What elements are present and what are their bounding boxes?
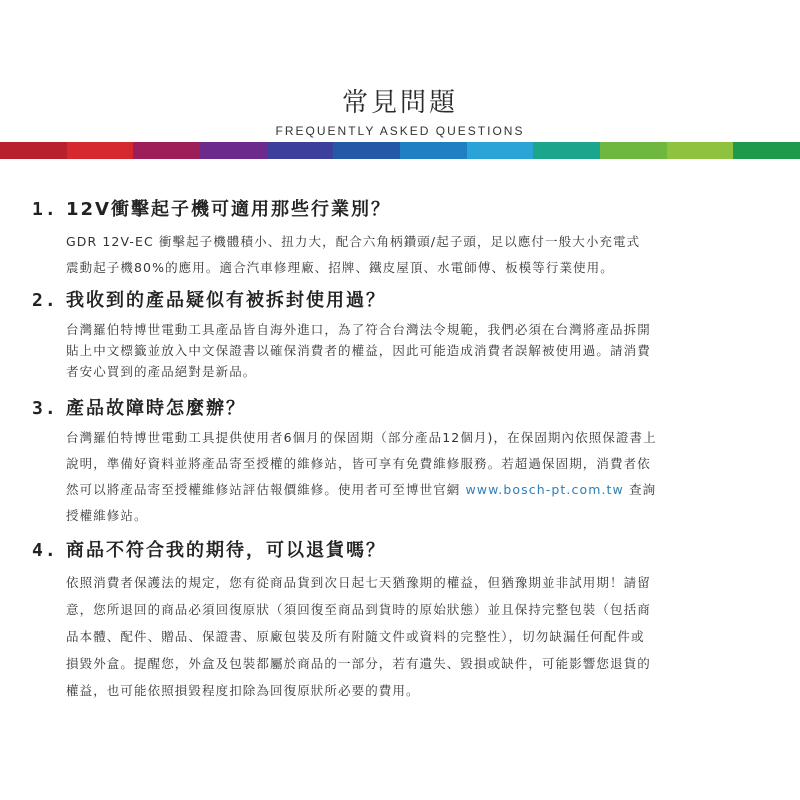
answer-line: 依照消費者保護法的規定，您有從商品貨到次日起七天猶豫期的權益，但猶豫期並非試用期！請留 xyxy=(66,575,651,590)
stripe-segment xyxy=(133,142,200,159)
stripe-segment xyxy=(333,142,400,159)
answer-text: 查詢 xyxy=(623,482,657,497)
answer-line: 損毀外盒。提醒您，外盒及包裝都屬於商品的一部分，若有遺失、毀損或缺件，可能影響您退貨的 xyxy=(66,656,651,671)
answer-line: GDR 12V-EC 衝擊起子機體積小、扭力大，配合六角柄鑽頭/起子頭，足以應付一般大小充電式 xyxy=(66,234,641,249)
answer-line: 意，您所退回的商品必須回復原狀（須回復至商品到貨時的原始狀態）並且保持完整包裝（包括商 xyxy=(66,602,651,617)
answer-line: 者安心買到的產品絕對是新品。 xyxy=(66,364,257,379)
stripe-segment xyxy=(267,142,334,159)
faq-question-4 xyxy=(32,538,780,564)
faq-item-4 xyxy=(32,538,780,704)
answer-line xyxy=(66,477,780,503)
answer-line: 授權維修站。 xyxy=(66,508,148,523)
answer-line: 貼上中文標籤並放入中文保證書以確保消費者的權益，因此可能造成消費者誤解被使用過。請消費 xyxy=(66,343,651,358)
stripe-segment xyxy=(600,142,667,159)
bosch-website-link[interactable]: www.bosch-pt.com.tw xyxy=(465,482,624,497)
faq-question-text: 商品不符合我的期待，可以退貨嗎？ xyxy=(65,540,386,561)
faq-question-text: 產品故障時怎麼辦？ xyxy=(65,398,246,419)
faq-item-1 xyxy=(32,197,780,281)
faq-number: 3. xyxy=(32,398,58,419)
answer-line: 說明，準備好資料並將產品寄至授權的維修站，皆可享有免費維修服務。若超過保固期，消費者依 xyxy=(66,456,651,471)
color-stripe-divider xyxy=(0,142,800,159)
faq-number: 2. xyxy=(32,290,58,311)
answer-line: 台灣羅伯特博世電動工具產品皆自海外進口，為了符合台灣法令規範，我們必須在台灣將產品拆開 xyxy=(66,322,651,337)
faq-item-2 xyxy=(32,288,780,382)
faq-number: 4. xyxy=(32,540,58,561)
answer-line: 震動起子機80%的應用。適合汽車修理廠、招牌、鐵皮屋頂、水電師傅、板模等行業使用。 xyxy=(66,260,614,275)
stripe-segment xyxy=(200,142,267,159)
page-title: 常見問題 xyxy=(341,88,458,118)
stripe-segment xyxy=(733,142,800,159)
answer-line: 權益，也可能依照損毀程度扣除為回復原狀所必要的費用。 xyxy=(66,683,420,698)
faq-question-2 xyxy=(32,288,780,314)
stripe-segment xyxy=(533,142,600,159)
page-header xyxy=(0,86,800,140)
faq-answer-3 xyxy=(66,425,780,529)
page-subtitle: FREQUENTLY ASKED QUESTIONS xyxy=(275,124,525,138)
faq-question-3 xyxy=(32,396,780,422)
faq-number: 1. xyxy=(32,199,58,220)
faq-question-text: 我收到的產品疑似有被拆封使用過？ xyxy=(65,290,386,311)
answer-line: 台灣羅伯特博世電動工具提供使用者6個月的保固期（部分產品12個月)，在保固期內依照保證書上 xyxy=(66,430,657,445)
faq-item-3 xyxy=(32,396,780,529)
stripe-segment xyxy=(67,142,134,159)
answer-line: 品本體、配件、贈品、保證書、原廠包裝及所有附隨文件或資料的完整性），切勿缺漏任何配件或 xyxy=(66,629,645,644)
faq-question-text: 12V衝擊起子機可適用那些行業別？ xyxy=(65,199,391,220)
faq-answer-2 xyxy=(66,319,780,382)
stripe-segment xyxy=(400,142,467,159)
faq-answer-4 xyxy=(66,569,780,704)
faq-question-1 xyxy=(32,197,780,223)
stripe-segment xyxy=(667,142,734,159)
stripe-segment xyxy=(0,142,67,159)
faq-answer-1 xyxy=(66,229,780,281)
stripe-segment xyxy=(467,142,534,159)
answer-text: 然可以將產品寄至授權維修站評估報價維修。使用者可至博世官網 xyxy=(66,482,466,497)
